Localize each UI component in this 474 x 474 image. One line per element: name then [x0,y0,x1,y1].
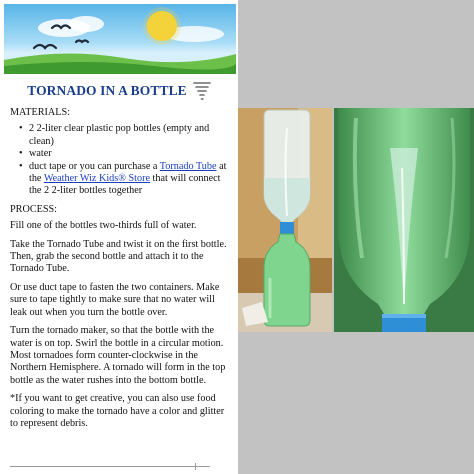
title-row [4,80,234,102]
photo-panel [238,0,474,474]
sky-banner-illustration [4,4,236,74]
text-fragment: at the [29,160,227,185]
tornado-icon [193,81,211,101]
footer-divider [10,466,210,467]
water-vortex-image [334,108,474,332]
process-heading: PROCESS: [10,203,57,215]
webpage-panel [0,0,236,474]
stacked-bottles-image [238,108,332,332]
text-fragment: duct tape or you can purchase a [29,160,160,172]
article-content [10,107,234,436]
process-paragraph: Turn the tornado maker, so that the bottle with the water is on top. Swirl the bottle in a circular motion. Most tornadoes form counter-clockwise in the Northern Hemisphere. A tornado will form in the top bottle as the water rushes into the bottom bottle. [10,325,226,386]
process-paragraph: Or use duct tape to fasten the two containers. Make sure to tape tightly to make sure that no water will leak out when you turn the bottle over. [10,281,220,318]
materials-heading: MATERIALS: [10,107,70,118]
bottles-photo [238,108,332,332]
process-paragraph: Fill one of the bottles two-thirds full of water. [10,220,197,232]
list-item: • 2 2-liter clear plastic pop bottles (empty and clean) [19,123,234,148]
materials-list [19,123,234,197]
process-paragraph: *If you want to get creative, you can also use food coloring to make the tornado have a color and glitter to represent debris. [10,393,225,429]
list-item: • water [19,148,234,160]
list-item [19,161,234,198]
text-fragment: that will connect the 2 2-liter bottles together [29,173,221,197]
tornado-tube-link[interactable]: Tornado Tube [159,160,217,172]
header-banner [4,4,236,74]
process-paragraph: Take the Tornado Tube and twist it on the first bottle. Then, grab the second bottle and attach it to the Tornado Tube. [10,238,227,275]
page-title: TORNADO IN A BOTTLE [27,83,187,98]
vortex-photo [334,108,474,332]
store-link[interactable]: Weather Wiz Kids® Store [43,173,150,185]
